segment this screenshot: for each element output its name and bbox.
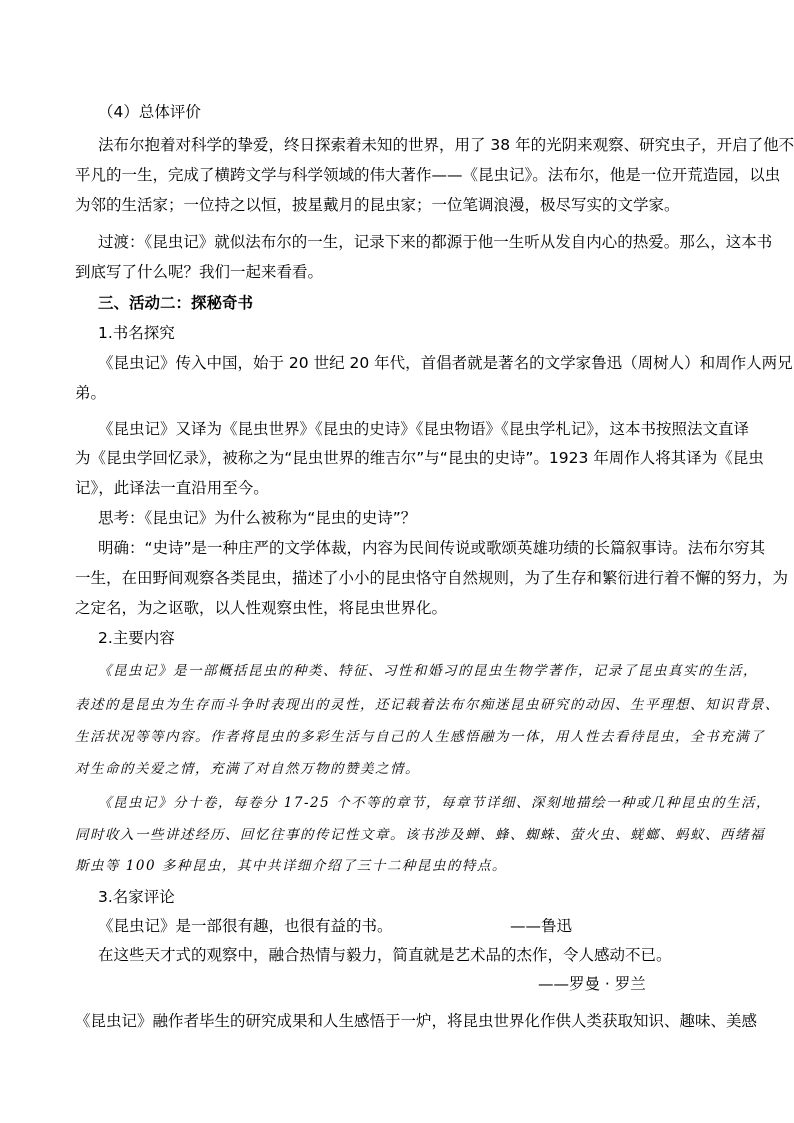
quote-romain-rolland-author: ——罗曼 · 罗兰 [538, 975, 646, 993]
transition-line-2: 到底写了什么呢？我们一起来看看。 [75, 263, 324, 281]
answer-line-3: 之定名，为之讴歌，以人性观察虫性，将昆虫世界化。 [75, 599, 448, 617]
main-content-p1-line-3: 生活状况等等内容。作者将昆虫的多彩生活与自己的人生感悟融为一体，用人性去看待昆虫，全书充满了 [75, 729, 765, 745]
title-research-heading: 1.书名探究 [98, 324, 175, 342]
overall-eval-line-2: 平凡的一生，完成了横跨文学与科学领域的伟大著作——《昆虫记》。法布尔，他是一位开荒造园，以虫 [75, 166, 781, 184]
main-content-p2-line-3: 斯虫等 100 多种昆虫，其中共详细介绍了三十二种昆虫的特点。 [75, 858, 507, 874]
title-research-p2-line-3: 记》，此译法一直沿用至今。 [75, 479, 269, 497]
main-content-p1-line-4: 对生命的关爱之情，充满了对自然万物的赞美之情。 [75, 761, 420, 777]
title-research-p1-line-1: 《昆虫记》传入中国，始于 20 世纪 20 年代，首倡者就是著名的文学家鲁迅（周树人）和周作人两兄 [98, 354, 793, 372]
think-question: 思考：《昆虫记》为什么被称为“昆虫的史诗”？ [98, 509, 417, 527]
section-4-title: （4）总体评价 [98, 103, 201, 121]
title-research-p1-line-2: 弟。 [75, 384, 107, 402]
closing-line: 《昆虫记》融作者毕生的研究成果和人生感悟于一炉，将昆虫世界化作供人类获取知识、趣味、美感 [75, 1012, 758, 1030]
overall-eval-line-3: 为邻的生活家；一位持之以恒，披星戴月的昆虫家；一位笔调浪漫，极尽写实的文学家。 [75, 196, 680, 214]
overall-eval-line-1: 法布尔抱着对科学的挚爱，终日探索着未知的世界，用了 38 年的光阴来观察、研究虫子，开启了他不 [98, 136, 794, 154]
main-content-p2-line-1: 《昆虫记》分十卷，每卷分 17-25 个不等的章节，每章节详细、深刻地描绘一种或几种昆虫的生活， [98, 795, 771, 811]
reviews-heading: 3.名家评论 [98, 888, 175, 906]
answer-line-1: 明确：“史诗”是一种庄严的文学体裁，内容为民间传说或歌颂英雄功绩的长篇叙事诗。法布尔穷其 [98, 539, 766, 557]
main-content-heading: 2.主要内容 [98, 629, 175, 647]
quote-romain-rolland: 在这些天才式的观察中，融合热情与毅力，简直就是艺术品的杰作，令人感动不已。 [98, 946, 672, 964]
title-research-p2-line-2: 为《昆虫学回忆录》，被称之为“昆虫世界的维吉尔”与“昆虫的史诗”。1923 年周作人将其译为《昆虫 [75, 449, 764, 467]
transition-line-1: 过渡：《昆虫记》就似法布尔的一生，记录下来的都源于他一生听从发自内心的热爱。那么，这本书 [98, 233, 773, 251]
title-research-p2-line-1: 《昆虫记》又译为《昆虫世界》《昆虫的史诗》《昆虫物语》《昆虫学札记》，这本书按照法文直译 [98, 420, 750, 438]
main-content-p2-line-2: 同时收入一些讲述经历、回忆往事的传记性文章。该书涉及蝉、蜂、蜘蛛、萤火虫、蜣螂、蚂蚁、西绪福 [75, 827, 765, 843]
answer-line-2: 一生，在田野间观察各类昆虫，描述了小小的昆虫恪守自然规则，为了生存和繁衍进行着不懈的努力，为 [75, 569, 789, 587]
main-content-p1-line-2: 表述的是昆虫为生存而斗争时表现出的灵性，还记载着法布尔痴迷昆虫研究的动因、生平理想、知识背景、 [75, 697, 780, 713]
activity-2-heading: 三、活动二：探秘奇书 [98, 294, 254, 312]
quote-lu-xun-author: ——鲁迅 [510, 917, 573, 935]
quote-lu-xun: 《昆虫记》是一部很有趣，也很有益的书。 [98, 917, 393, 935]
main-content-p1-line-1: 《昆虫记》是一部概括昆虫的种类、特征、习性和婚习的昆虫生物学著作，记录了昆虫真实的生活， [98, 663, 758, 679]
